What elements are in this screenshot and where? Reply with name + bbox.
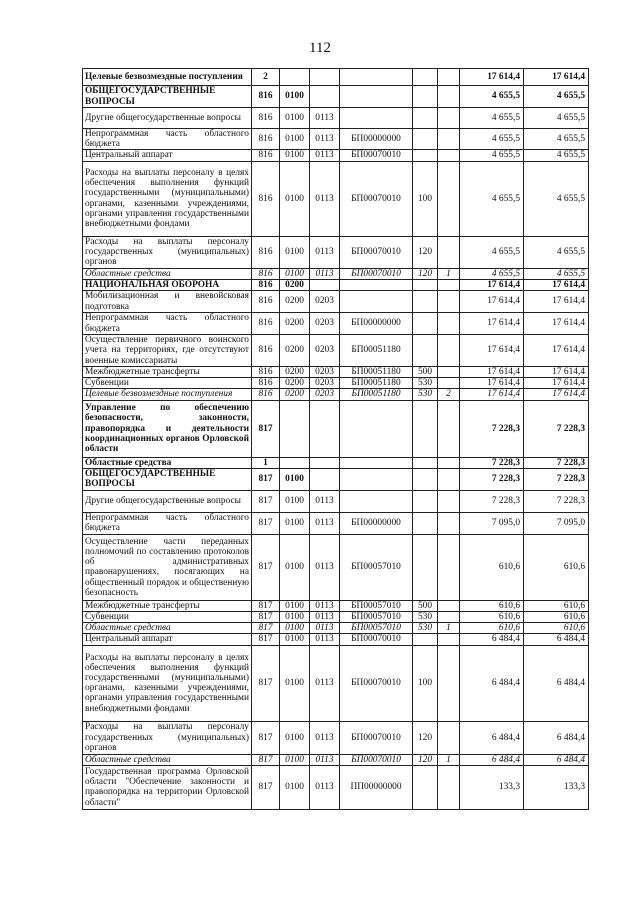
ministry-code-cell: 817 xyxy=(252,534,280,600)
section-code-cell: 0200 xyxy=(280,313,310,335)
expense-type-cell: 530 xyxy=(413,389,438,400)
row-name-cell: Расходы на выплаты персоналу государственных (муниципальных) органов xyxy=(83,236,252,268)
section-code-cell: 0100 xyxy=(280,600,310,611)
row-name-cell: Центральный аппарат xyxy=(83,634,252,645)
section-code-cell xyxy=(280,400,310,457)
amount-cell-2: 6 484,4 xyxy=(524,721,589,754)
amount-cell-2: 610,6 xyxy=(524,534,589,600)
ministry-code-cell: 816 xyxy=(252,378,280,389)
budget-table xyxy=(82,68,589,810)
subsection-code-cell: 0113 xyxy=(310,150,340,161)
amount-cell-1: 6 484,4 xyxy=(460,721,524,754)
subsection-code-cell: 0113 xyxy=(310,754,340,765)
amount-cell-2: 4 655,5 xyxy=(524,236,589,268)
amount-cell-2: 17 614,4 xyxy=(524,313,589,335)
expense-type-cell: 500 xyxy=(413,367,438,378)
section-code-cell xyxy=(280,457,310,468)
ministry-code-cell: 817 xyxy=(252,612,280,623)
row-name-cell: Межбюджетные трансферты xyxy=(83,600,252,611)
amount-cell-2: 17 614,4 xyxy=(524,389,589,400)
ministry-code-cell: 817 xyxy=(252,721,280,754)
table-row xyxy=(83,150,589,161)
expense-type-cell xyxy=(413,313,438,335)
ministry-code-cell: 1 xyxy=(252,457,280,468)
amount-cell-1: 17 614,4 xyxy=(460,335,524,367)
funding-source-cell: 1 xyxy=(438,623,460,634)
subsection-code-cell xyxy=(310,400,340,457)
table-row xyxy=(83,161,589,236)
funding-source-cell xyxy=(438,378,460,389)
table-row xyxy=(83,400,589,457)
ministry-code-cell: 817 xyxy=(252,765,280,809)
section-code-cell: 0100 xyxy=(280,236,310,268)
row-name-cell: Управление по обеспечению безопасности, законности, правопорядка и деятельности координационных органов Орловской области xyxy=(83,400,252,457)
amount-cell-1: 7 228,3 xyxy=(460,457,524,468)
amount-cell-1: 4 655,5 xyxy=(460,86,524,108)
expense-type-cell xyxy=(413,108,438,129)
ministry-code-cell: 817 xyxy=(252,600,280,611)
funding-source-cell: 2 xyxy=(438,389,460,400)
funding-source-cell xyxy=(438,721,460,754)
amount-cell-1: 17 614,4 xyxy=(460,367,524,378)
table-row xyxy=(83,313,589,335)
table-body xyxy=(83,69,589,810)
section-code-cell: 0100 xyxy=(280,129,310,150)
amount-cell-1: 4 655,5 xyxy=(460,129,524,150)
section-code-cell: 0100 xyxy=(280,86,310,108)
expense-type-cell xyxy=(413,457,438,468)
section-code-cell: 0100 xyxy=(280,268,310,279)
table-row xyxy=(83,600,589,611)
amount-cell-1: 17 614,4 xyxy=(460,279,524,290)
subsection-code-cell: 0113 xyxy=(310,765,340,809)
subsection-code-cell xyxy=(310,468,340,490)
row-name-cell: Субвенции xyxy=(83,612,252,623)
table-row xyxy=(83,512,589,534)
amount-cell-1: 17 614,4 xyxy=(460,313,524,335)
amount-cell-2: 17 614,4 xyxy=(524,291,589,313)
target-article-cell: БП00051180 xyxy=(340,378,413,389)
amount-cell-1: 610,6 xyxy=(460,612,524,623)
subsection-code-cell: 0113 xyxy=(310,236,340,268)
expense-type-cell: 100 xyxy=(413,161,438,236)
subsection-code-cell: 0113 xyxy=(310,161,340,236)
subsection-code-cell xyxy=(310,86,340,108)
expense-type-cell xyxy=(413,534,438,600)
amount-cell-2: 6 484,4 xyxy=(524,754,589,765)
section-code-cell: 0100 xyxy=(280,721,310,754)
section-code-cell: 0100 xyxy=(280,512,310,534)
section-code-cell: 0200 xyxy=(280,378,310,389)
expense-type-cell xyxy=(413,69,438,86)
amount-cell-2: 610,6 xyxy=(524,612,589,623)
ministry-code-cell: 816 xyxy=(252,150,280,161)
row-name-cell: Мобилизационная и вневойсковая подготовка xyxy=(83,291,252,313)
ministry-code-cell: 817 xyxy=(252,468,280,490)
table-row xyxy=(83,721,589,754)
subsection-code-cell: 0203 xyxy=(310,389,340,400)
row-name-cell: Расходы на выплаты персоналу в целях обеспечения выполнения функций государственными (муниципальными) органами, казенными учреждениями, органами управления государственными внебюджетными фондами xyxy=(83,645,252,721)
row-name-cell: Расходы на выплаты персоналу государственных (муниципальных) органов xyxy=(83,721,252,754)
section-code-cell: 0100 xyxy=(280,645,310,721)
table-row xyxy=(83,468,589,490)
funding-source-cell xyxy=(438,335,460,367)
amount-cell-1: 4 655,5 xyxy=(460,108,524,129)
target-article-cell: БП00070010 xyxy=(340,150,413,161)
section-code-cell: 0200 xyxy=(280,291,310,313)
section-code-cell: 0100 xyxy=(280,634,310,645)
target-article-cell xyxy=(340,108,413,129)
target-article-cell: БП00057010 xyxy=(340,612,413,623)
table-row xyxy=(83,236,589,268)
target-article-cell xyxy=(340,69,413,86)
target-article-cell: БП00070010 xyxy=(340,645,413,721)
table-row xyxy=(83,389,589,400)
amount-cell-1: 4 655,5 xyxy=(460,268,524,279)
amount-cell-1: 7 228,3 xyxy=(460,468,524,490)
amount-cell-2: 610,6 xyxy=(524,600,589,611)
expense-type-cell xyxy=(413,335,438,367)
expense-type-cell: 120 xyxy=(413,754,438,765)
row-name-cell: Осуществление первичного воинского учета на территориях, где отсутствуют военные комиссариаты xyxy=(83,335,252,367)
subsection-code-cell xyxy=(310,69,340,86)
expense-type-cell xyxy=(413,512,438,534)
row-name-cell: Субвенции xyxy=(83,378,252,389)
subsection-code-cell: 0113 xyxy=(310,490,340,512)
row-name-cell: Областные средства xyxy=(83,457,252,468)
funding-source-cell xyxy=(438,69,460,86)
row-name-cell: ОБЩЕГОСУДАРСТВЕННЫЕ ВОПРОСЫ xyxy=(83,86,252,108)
subsection-code-cell: 0113 xyxy=(310,268,340,279)
ministry-code-cell: 816 xyxy=(252,236,280,268)
funding-source-cell xyxy=(438,600,460,611)
row-name-cell: Государственная программа Орловской области "Обеспечение законности и правопорядка на территории Орловской области" xyxy=(83,765,252,809)
section-code-cell: 0200 xyxy=(280,335,310,367)
table-row xyxy=(83,765,589,809)
amount-cell-2: 4 655,5 xyxy=(524,161,589,236)
ministry-code-cell: 817 xyxy=(252,623,280,634)
amount-cell-1: 610,6 xyxy=(460,534,524,600)
funding-source-cell xyxy=(438,400,460,457)
subsection-code-cell: 0203 xyxy=(310,378,340,389)
ministry-code-cell: 817 xyxy=(252,634,280,645)
target-article-cell: БП00000000 xyxy=(340,129,413,150)
funding-source-cell xyxy=(438,86,460,108)
expense-type-cell xyxy=(413,129,438,150)
ministry-code-cell: 817 xyxy=(252,512,280,534)
subsection-code-cell: 0113 xyxy=(310,645,340,721)
subsection-code-cell: 0113 xyxy=(310,600,340,611)
row-name-cell: Областные средства xyxy=(83,268,252,279)
row-name-cell: Центральный аппарат xyxy=(83,150,252,161)
ministry-code-cell: 816 xyxy=(252,389,280,400)
subsection-code-cell xyxy=(310,457,340,468)
amount-cell-2: 17 614,4 xyxy=(524,367,589,378)
subsection-code-cell: 0113 xyxy=(310,534,340,600)
amount-cell-2: 6 484,4 xyxy=(524,645,589,721)
funding-source-cell xyxy=(438,490,460,512)
target-article-cell: БП00070010 xyxy=(340,161,413,236)
table-row xyxy=(83,754,589,765)
row-name-cell: Областные средства xyxy=(83,623,252,634)
expense-type-cell: 120 xyxy=(413,268,438,279)
ministry-code-cell: 2 xyxy=(252,69,280,86)
row-name-cell: Непрограммная часть областного бюджета xyxy=(83,129,252,150)
funding-source-cell: 1 xyxy=(438,754,460,765)
row-name-cell: НАЦИОНАЛЬНАЯ ОБОРОНА xyxy=(83,279,252,290)
table-row xyxy=(83,457,589,468)
target-article-cell xyxy=(340,400,413,457)
funding-source-cell: 1 xyxy=(438,268,460,279)
ministry-code-cell: 816 xyxy=(252,291,280,313)
amount-cell-1: 17 614,4 xyxy=(460,69,524,86)
table-row xyxy=(83,86,589,108)
subsection-code-cell: 0113 xyxy=(310,129,340,150)
funding-source-cell xyxy=(438,634,460,645)
ministry-code-cell: 816 xyxy=(252,279,280,290)
section-code-cell: 0100 xyxy=(280,490,310,512)
amount-cell-1: 6 484,4 xyxy=(460,754,524,765)
target-article-cell: БП00070010 xyxy=(340,721,413,754)
ministry-code-cell: 817 xyxy=(252,645,280,721)
funding-source-cell xyxy=(438,457,460,468)
amount-cell-1: 7 095,0 xyxy=(460,512,524,534)
target-article-cell: БП00070010 xyxy=(340,268,413,279)
expense-type-cell: 530 xyxy=(413,612,438,623)
amount-cell-1: 7 228,3 xyxy=(460,400,524,457)
row-name-cell: Межбюджетные трансферты xyxy=(83,367,252,378)
amount-cell-1: 4 655,5 xyxy=(460,150,524,161)
funding-source-cell xyxy=(438,108,460,129)
expense-type-cell xyxy=(413,634,438,645)
subsection-code-cell: 0113 xyxy=(310,623,340,634)
amount-cell-2: 17 614,4 xyxy=(524,69,589,86)
row-name-cell: Расходы на выплаты персоналу в целях обеспечения выполнения функций государственными (муниципальными) органами, казенными учреждениями, органами управления государственными внебюджетными фондами xyxy=(83,161,252,236)
amount-cell-1: 4 655,5 xyxy=(460,236,524,268)
expense-type-cell: 530 xyxy=(413,378,438,389)
table-row xyxy=(83,291,589,313)
ministry-code-cell: 816 xyxy=(252,161,280,236)
expense-type-cell: 500 xyxy=(413,600,438,611)
subsection-code-cell: 0113 xyxy=(310,612,340,623)
table-row xyxy=(83,490,589,512)
row-name-cell: Целевые безвозмездные поступления xyxy=(83,69,252,86)
target-article-cell: БП00057010 xyxy=(340,623,413,634)
subsection-code-cell: 0113 xyxy=(310,108,340,129)
table-row xyxy=(83,268,589,279)
target-article-cell xyxy=(340,490,413,512)
subsection-code-cell xyxy=(310,279,340,290)
table-row xyxy=(83,378,589,389)
funding-source-cell xyxy=(438,129,460,150)
target-article-cell xyxy=(340,86,413,108)
row-name-cell: Другие общегосударственные вопросы xyxy=(83,108,252,129)
row-name-cell: Непрограммная часть областного бюджета xyxy=(83,313,252,335)
target-article-cell: ПП00000000 xyxy=(340,765,413,809)
table-row xyxy=(83,129,589,150)
target-article-cell: БП00070010 xyxy=(340,634,413,645)
target-article-cell: БП00000000 xyxy=(340,512,413,534)
amount-cell-2: 7 228,3 xyxy=(524,490,589,512)
funding-source-cell xyxy=(438,468,460,490)
section-code-cell: 0100 xyxy=(280,765,310,809)
amount-cell-2: 7 228,3 xyxy=(524,468,589,490)
funding-source-cell xyxy=(438,161,460,236)
amount-cell-1: 4 655,5 xyxy=(460,161,524,236)
funding-source-cell xyxy=(438,367,460,378)
table-row xyxy=(83,645,589,721)
amount-cell-2: 4 655,5 xyxy=(524,150,589,161)
target-article-cell xyxy=(340,457,413,468)
target-article-cell: БП00051180 xyxy=(340,389,413,400)
amount-cell-2: 7 095,0 xyxy=(524,512,589,534)
target-article-cell xyxy=(340,279,413,290)
funding-source-cell xyxy=(438,765,460,809)
ministry-code-cell: 816 xyxy=(252,108,280,129)
section-code-cell: 0100 xyxy=(280,623,310,634)
expense-type-cell xyxy=(413,86,438,108)
amount-cell-2: 4 655,5 xyxy=(524,86,589,108)
amount-cell-2: 17 614,4 xyxy=(524,378,589,389)
target-article-cell: БП00051180 xyxy=(340,367,413,378)
ministry-code-cell: 817 xyxy=(252,754,280,765)
funding-source-cell xyxy=(438,236,460,268)
section-code-cell: 0100 xyxy=(280,150,310,161)
subsection-code-cell: 0203 xyxy=(310,313,340,335)
amount-cell-1: 6 484,4 xyxy=(460,634,524,645)
subsection-code-cell: 0203 xyxy=(310,291,340,313)
table-row xyxy=(83,612,589,623)
row-name-cell: Областные средства xyxy=(83,754,252,765)
amount-cell-2: 4 655,5 xyxy=(524,108,589,129)
amount-cell-2: 4 655,5 xyxy=(524,129,589,150)
funding-source-cell xyxy=(438,612,460,623)
section-code-cell: 0200 xyxy=(280,279,310,290)
ministry-code-cell: 816 xyxy=(252,129,280,150)
target-article-cell: БП00070010 xyxy=(340,754,413,765)
amount-cell-2: 7 228,3 xyxy=(524,457,589,468)
target-article-cell xyxy=(340,291,413,313)
row-name-cell: Другие общегосударственные вопросы xyxy=(83,490,252,512)
target-article-cell: БП00057010 xyxy=(340,600,413,611)
table-row xyxy=(83,279,589,290)
table-row xyxy=(83,623,589,634)
target-article-cell: БП00000000 xyxy=(340,313,413,335)
expense-type-cell xyxy=(413,765,438,809)
expense-type-cell xyxy=(413,291,438,313)
table-row xyxy=(83,69,589,86)
target-article-cell xyxy=(340,468,413,490)
amount-cell-2: 610,6 xyxy=(524,623,589,634)
section-code-cell: 0100 xyxy=(280,754,310,765)
table-row xyxy=(83,534,589,600)
section-code-cell xyxy=(280,69,310,86)
amount-cell-1: 17 614,4 xyxy=(460,291,524,313)
expense-type-cell xyxy=(413,150,438,161)
expense-type-cell xyxy=(413,279,438,290)
ministry-code-cell: 817 xyxy=(252,490,280,512)
amount-cell-2: 7 228,3 xyxy=(524,400,589,457)
target-article-cell: БП00057010 xyxy=(340,534,413,600)
amount-cell-2: 17 614,4 xyxy=(524,279,589,290)
table-row xyxy=(83,634,589,645)
funding-source-cell xyxy=(438,534,460,600)
page-number: 112 xyxy=(309,40,331,56)
row-name-cell: Осуществление части переданных полномочий по составлению протоколов об административных правонарушениях, посягающих на общественный порядок и общественную безопасность xyxy=(83,534,252,600)
funding-source-cell xyxy=(438,512,460,534)
amount-cell-2: 6 484,4 xyxy=(524,634,589,645)
ministry-code-cell: 816 xyxy=(252,86,280,108)
amount-cell-1: 17 614,4 xyxy=(460,378,524,389)
target-article-cell: БП00051180 xyxy=(340,335,413,367)
section-code-cell: 0100 xyxy=(280,108,310,129)
amount-cell-2: 17 614,4 xyxy=(524,335,589,367)
amount-cell-1: 610,6 xyxy=(460,623,524,634)
subsection-code-cell: 0113 xyxy=(310,512,340,534)
ministry-code-cell: 816 xyxy=(252,313,280,335)
section-code-cell: 0100 xyxy=(280,468,310,490)
row-name-cell: Непрограммная часть областного бюджета xyxy=(83,512,252,534)
funding-source-cell xyxy=(438,279,460,290)
amount-cell-1: 610,6 xyxy=(460,600,524,611)
section-code-cell: 0100 xyxy=(280,161,310,236)
amount-cell-1: 17 614,4 xyxy=(460,389,524,400)
section-code-cell: 0100 xyxy=(280,612,310,623)
expense-type-cell xyxy=(413,490,438,512)
table-row xyxy=(83,108,589,129)
subsection-code-cell: 0113 xyxy=(310,721,340,754)
amount-cell-1: 6 484,4 xyxy=(460,645,524,721)
expense-type-cell: 530 xyxy=(413,623,438,634)
row-name-cell: ОБЩЕГОСУДАРСТВЕННЫЕ ВОПРОСЫ xyxy=(83,468,252,490)
expense-type-cell: 120 xyxy=(413,721,438,754)
funding-source-cell xyxy=(438,291,460,313)
funding-source-cell xyxy=(438,150,460,161)
table-row xyxy=(83,367,589,378)
target-article-cell: БП00070010 xyxy=(340,236,413,268)
expense-type-cell xyxy=(413,400,438,457)
expense-type-cell: 100 xyxy=(413,645,438,721)
amount-cell-1: 7 228,3 xyxy=(460,490,524,512)
ministry-code-cell: 816 xyxy=(252,367,280,378)
funding-source-cell xyxy=(438,645,460,721)
funding-source-cell xyxy=(438,313,460,335)
amount-cell-2: 4 655,5 xyxy=(524,268,589,279)
ministry-code-cell: 817 xyxy=(252,400,280,457)
amount-cell-2: 133,3 xyxy=(524,765,589,809)
expense-type-cell xyxy=(413,468,438,490)
expense-type-cell: 120 xyxy=(413,236,438,268)
section-code-cell: 0200 xyxy=(280,389,310,400)
ministry-code-cell: 816 xyxy=(252,335,280,367)
subsection-code-cell: 0203 xyxy=(310,335,340,367)
subsection-code-cell: 0203 xyxy=(310,367,340,378)
section-code-cell: 0200 xyxy=(280,367,310,378)
row-name-cell: Целевые безвозмездные поступления xyxy=(83,389,252,400)
subsection-code-cell: 0113 xyxy=(310,634,340,645)
amount-cell-1: 133,3 xyxy=(460,765,524,809)
ministry-code-cell: 816 xyxy=(252,268,280,279)
table-row xyxy=(83,335,589,367)
section-code-cell: 0100 xyxy=(280,534,310,600)
